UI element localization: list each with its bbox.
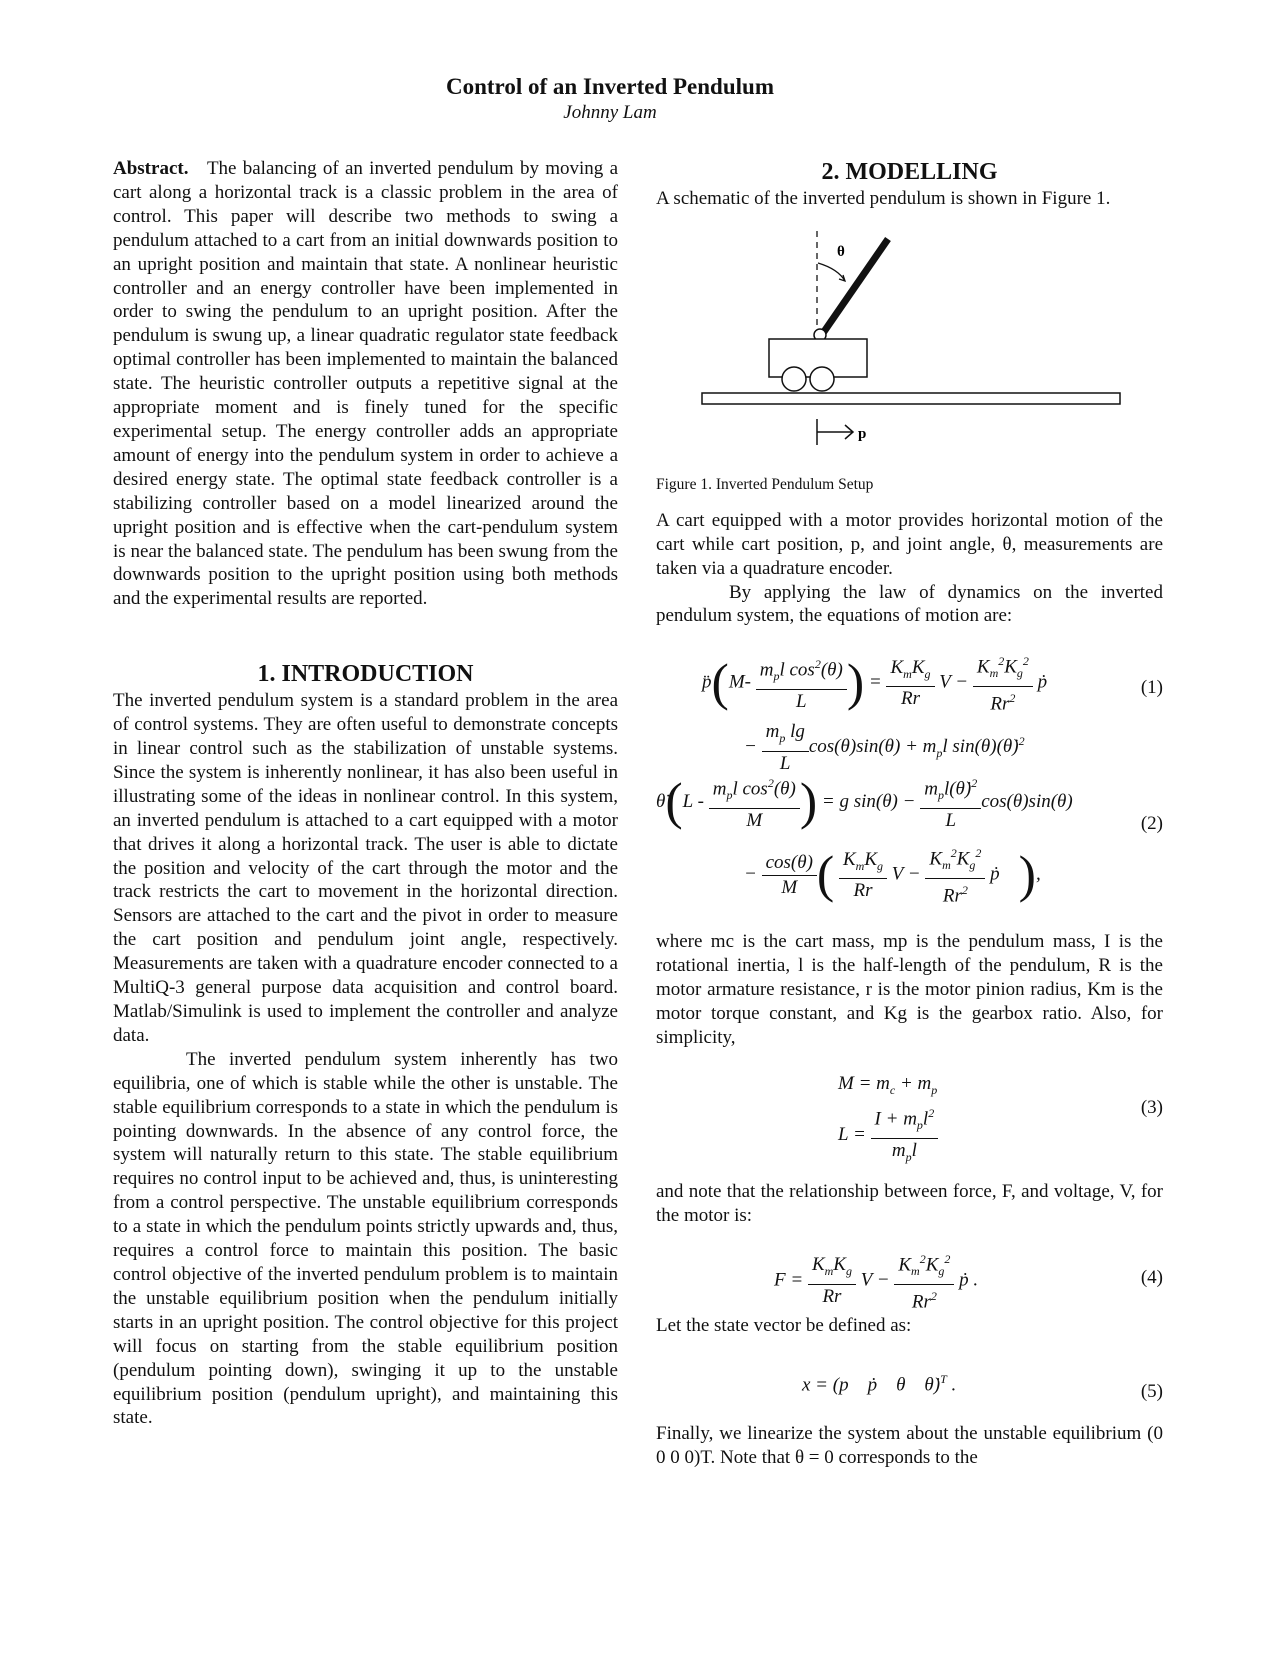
figure-1-caption: Figure 1. Inverted Pendulum Setup — [656, 475, 874, 493]
equation-2-continued: − $\frac{\cos(\theta)}{M}$ ( $\frac{K_mK_g}{Rr}$ V − $\frac{K_m^2K_g^2}{Rr^2}$ ṗ ), — [656, 838, 1163, 918]
modelling-paragraph-2: By applying the law of dynamics on the inverted pendulum system, the equations of motion are: — [656, 581, 1163, 627]
abstract-label: Abstract. — [113, 158, 189, 179]
abstract-text: The balancing of an inverted pendulum by moving a cart along a horizontal track is a classic problem in the area of control. This paper will describe two methods to swing a pendulum attached to a cart from an initial downwards position to an upright position and maintain that state. A nonlinear heuristic controller and an energy controller have been implemented in order to swing the pendulum to an upright position. After the pendulum is swung up, a linear quadratic regulator state feedback optimal controller has been implemented to maintain the balanced state. The heuristic controller outputs a repetitive signal at the appropriate moment and is finely tuned for the specific experimental setup. The energy controller adds an appropriate amount of energy into the pendulum system in order to achieve a desired energy state. The optimal state feedback controller is a stabilizing controller based on a model linearized around the upright position and is effective when the cart-pendulum system is near the balanced state. The pendulum has been swung from the downwards position to the upright position using both methods and the experimental results are reported. — [113, 158, 618, 610]
right-column — [656, 157, 1163, 1469]
state-vector-intro: Let the state vector be defined as: — [656, 1314, 912, 1336]
abstract — [113, 157, 618, 611]
equation-5-number: (5) — [1140, 1380, 1163, 1402]
equation-2: θ̈(L - $\frac{m_pl \cos^2(\theta)}{M}$ ) = g sin(θ) − $\frac{m_pl(\thetȧ)^2}{L}$ cos(θ)sin(θ) (2) — [656, 774, 1163, 835]
equation-3: $M = m_c + m_p$ L = $\frac{I + m_pl^2}{m_pl}$ (3) — [838, 1072, 1163, 1164]
equation-4: F = $\frac{K_mK_g}{Rr}$ V − $\frac{K_m^2K_g^2}{Rr^2}$ ṗ . (4) — [656, 1244, 1163, 1314]
equation-3-number: (3) — [1140, 1096, 1163, 1118]
equation-1-continued: − $\frac{m_p \lg}{L}$ $\cos(\theta)\sin(\theta) + m_pl$ sin(θ)(θ̇)$^2$ — [744, 721, 1025, 775]
equation-2-number: (2) — [1140, 813, 1163, 835]
theta-label: θ — [837, 243, 845, 260]
equation-5: x = (p ṗ θ θ̇)$^T$ . (5) — [802, 1371, 1163, 1402]
left-column — [113, 157, 618, 1430]
figure-1-schematic — [656, 211, 1163, 473]
equation-4-number: (4) — [1140, 1266, 1163, 1288]
force-voltage-relation: and note that the relationship between force, F, and voltage, V, for the motor is: — [656, 1180, 1163, 1226]
intro-heading: 1. INTRODUCTION — [257, 661, 474, 688]
intro-paragraph-1: The inverted pendulum system is a standard problem in the area of control systems. They are often useful to demonstrate concepts in linear control such as the stabilization of unstable systems. Since the system is inherently nonlinear, it has also been useful in illustrating some of the ideas in nonlinear control. In this system, an inverted pendulum is attached to a cart equipped with a motor that drives it along a horizontal track. The user is able to dictate the position and velocity of the cart through the motor and the track restricts the cart to movement in the horizontal direction. Sensors are attached to the cart and the pivot in order to measure the cart position and pendulum joint angle, respectively. Measurements are taken with a quadrature encoder connected to a MultiQ-3 general purpose data acquisition and control board. Matlab/Simulink is used to implement the controller and analyze data. — [113, 690, 618, 1046]
equation-1-number: (1) — [1140, 677, 1163, 699]
modelling-heading: 2. MODELLING — [821, 159, 998, 185]
linearization-paragraph: Finally, we linearize the system about the unstable equilibrium (0 0 0 0)T. Note that θ = 0 corresponds to the — [656, 1422, 1163, 1468]
intro-paragraph-2: The inverted pendulum system inherently has two equilibria, one of which is stable while the other is unstable. The stable equilibrium corresponds to a state in which the pendulum is pointing downwards. In the absence of any control force, the system will naturally return to this state. The stable equilibrium requires no control input to be achieved and, thus, is uninteresting from a control perspective. The unstable equilibrium corresponds to a state in which the pendulum points strictly upwards and, thus, requires a control force to maintain this position. The basic control objective of the inverted pendulum problem is to maintain the unstable equilibrium position when the pendulum initially starts in an upright position. The control objective for this project will focus on starting from the stable equilibrium position (pendulum pointing down), swinging it up to the unstable equilibrium position (pendulum upright), and maintaining this state. — [113, 1048, 618, 1429]
p-label: p — [858, 425, 867, 442]
variable-definitions: where mc is the cart mass, mp is the pendulum mass, I is the rotational inertia, l is the half-length of the pendulum, R is the motor armature resistance, r is the motor pinion radius, Km is the motor torque constant, and Kg is the gearbox ratio. Also, for simplicity, — [656, 931, 1163, 1048]
paper-author: Johnny Lam — [563, 102, 657, 123]
paper-title: Control of an Inverted Pendulum — [446, 74, 774, 99]
equation-1: p̈(M- $\frac{m_pl \cos^2(\theta)}{L}$ ) = $\frac{K_mK_g}{Rr}$ V − $\frac{K_m^2K_g^2}{Rr^2}$ ṗ (1) — [656, 650, 1163, 720]
modelling-paragraph-1: A cart equipped with a motor provides horizontal motion of the cart while cart position, p, and joint angle, θ, measurements are taken via a quadrature encoder. — [656, 509, 1163, 579]
modelling-intro: A schematic of the inverted pendulum is shown in Figure 1. — [656, 188, 1111, 209]
